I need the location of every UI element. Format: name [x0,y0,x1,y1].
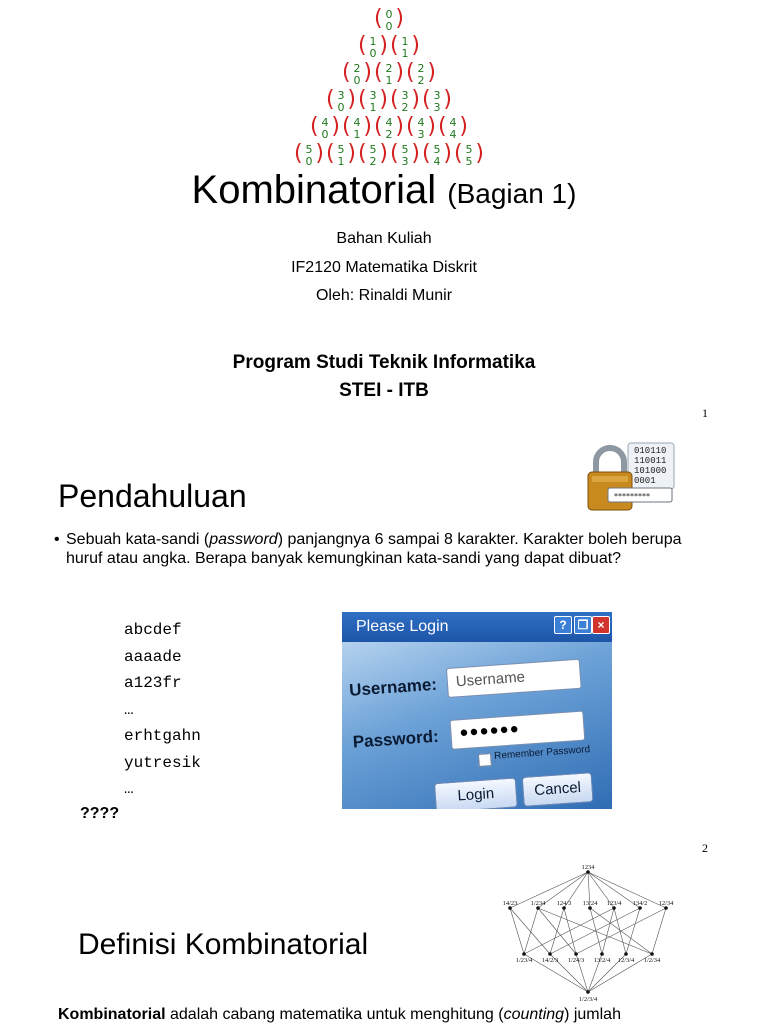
lock-bits-0: 010110 [634,446,667,456]
binomial-coefficient [294,143,324,169]
login-dialog-image [342,612,612,809]
binomial-k: 3 [401,155,409,168]
right-paren: ) [427,60,436,85]
left-paren: ( [422,141,431,166]
bullet-text-post: ) panjangnya 6 sampai 8 karakter. Karakter boleh berupa huruf atau angka. Berapa banyak kemungkinan kata-sandi yang dapat dibuat? [66,531,682,567]
binomial-k: 1 [353,128,361,141]
course-line-3: Oleh: Rinaldi Munir [315,287,453,304]
definition-post: ) jumlah [564,1006,621,1023]
example-item: a123fr [124,674,182,692]
right-paren: ) [379,87,388,112]
binomial-k: 1 [369,101,377,114]
binomial-coefficient [326,143,356,169]
right-paren: ) [347,87,356,112]
binomial-n: 2 [385,62,393,75]
binomial-n: 5 [369,143,377,156]
lock-bits-3: 0001 [634,476,656,486]
binomial-n: 5 [433,143,441,156]
binomial-k: 1 [337,155,345,168]
binomial-coefficient [390,35,420,61]
binomial-n: 5 [401,143,409,156]
left-paren: ( [406,114,415,139]
left-paren: ( [422,87,431,112]
binomial-k: 1 [385,74,393,87]
restore-icon: ❐ [574,616,592,634]
binomial-coefficient [342,62,372,88]
definition-term: Kombinatorial [58,1006,166,1023]
question-marks: ???? [80,805,120,822]
left-paren: ( [358,33,367,58]
binomial-n: 2 [353,62,361,75]
left-paren: ( [374,6,383,31]
course-line-2: IF2120 Matematika Diskrit [291,259,477,276]
binomial-n: 3 [401,89,409,102]
binomial-coefficient [406,62,436,88]
left-paren: ( [358,141,367,166]
binomial-k: 0 [321,128,329,141]
remember-label: Remember Password [493,744,591,762]
right-paren: ) [443,141,452,166]
binomial-n: 1 [401,35,409,48]
left-paren: ( [438,114,447,139]
example-item: erhtgahn [124,727,201,745]
example-item: abcdef [124,621,182,639]
page-number-2: 2 [702,841,708,855]
binomial-coefficient [310,116,340,142]
bullet-password-question [54,530,706,568]
program-name: Program Studi Teknik Informatika [232,352,536,373]
binomial-k: 2 [385,128,393,141]
bullet-text-italic: password [209,531,278,548]
lattice-label: 14/23 [502,900,518,907]
partition-lattice-diagram [498,862,680,1002]
lattice-label: 1/24/3 [567,957,585,964]
binomial-k: 0 [353,74,361,87]
binomial-n: 3 [369,89,377,102]
lattice-edges [510,872,666,992]
right-paren: ) [363,114,372,139]
right-paren: ) [395,6,404,31]
definition-text [58,1006,621,1024]
lattice-label: 14/2/3 [541,957,559,964]
left-paren: ( [310,114,319,139]
binomial-n: 5 [337,143,345,156]
binomial-n: 0 [385,8,393,21]
binomial-coefficient [406,116,436,142]
binomial-coefficient [390,143,420,169]
lattice-label: 1/2/34 [643,957,661,964]
lock-bits-2: 101000 [634,466,667,476]
lattice-label: 1/2/3/4 [578,996,598,1002]
binomial-n: 3 [337,89,345,102]
binomial-n: 4 [353,116,361,129]
right-paren: ) [379,33,388,58]
binomial-coefficient [374,62,404,88]
binomial-coefficient [374,8,404,34]
lattice-nodes [508,870,668,994]
binomial-coefficient [342,116,372,142]
left-paren: ( [294,141,303,166]
lattice-label: 13/2/4 [593,957,611,964]
binomial-coefficient [374,116,404,142]
lattice-label: 123/4 [606,900,622,907]
left-paren: ( [390,141,399,166]
binomial-k: 2 [417,74,425,87]
right-paren: ) [347,141,356,166]
right-paren: ) [411,33,420,58]
binomial-coefficient [358,35,388,61]
example-item: … [124,700,134,719]
binomial-k: 3 [417,128,425,141]
lock-icon [584,440,678,516]
binomial-n: 5 [305,143,313,156]
lock-bits-1: 110011 [634,456,667,466]
section-heading-definisi: Definisi Kombinatorial [78,928,369,961]
binomial-n: 1 [369,35,377,48]
lattice-label: 124/3 [556,900,572,907]
right-paren: ) [379,141,388,166]
password-field [450,711,586,750]
binomial-k: 0 [337,101,345,114]
username-placeholder: Username [455,668,526,691]
binomial-k: 5 [465,155,473,168]
help-icon: ? [554,616,572,634]
title-main: Kombinatorial [191,168,437,212]
cancel-button: Cancel [522,772,594,807]
definition-pre: adalah cabang matematika untuk menghitung ( [165,1006,504,1023]
right-paren: ) [363,60,372,85]
lattice-label: 12/34 [658,900,674,907]
definition-italic: counting [503,1006,565,1023]
left-paren: ( [358,87,367,112]
lattice-label: 134/2 [632,900,648,907]
binomial-k: 1 [401,47,409,60]
course-line-1: Bahan Kuliah [336,230,432,247]
example-list [124,617,201,803]
right-paren: ) [395,60,404,85]
binomial-n: 4 [417,116,425,129]
left-paren: ( [406,60,415,85]
binomial-coefficient [438,116,468,142]
slide-title [0,168,768,213]
binomial-k: 0 [385,20,393,33]
binomial-k: 2 [401,101,409,114]
binomial-coefficient [358,143,388,169]
right-paren: ) [427,114,436,139]
password-label: Password: [352,726,440,752]
lattice-label: 12/3/4 [617,957,635,964]
left-paren: ( [454,141,463,166]
binomial-coefficient [326,89,356,115]
pascal-triangle [0,0,768,170]
right-paren: ) [395,114,404,139]
login-form [342,633,612,809]
title-sub: (Bagian 1) [447,178,577,209]
lattice-label: 1/234 [530,900,546,907]
binomial-coefficient [422,89,452,115]
binomial-coefficient [454,143,484,169]
lattice-label: 1/23/4 [515,957,533,964]
left-paren: ( [390,33,399,58]
lattice-label: 13/24 [582,900,598,907]
close-icon: × [592,616,610,634]
left-paren: ( [326,87,335,112]
password-dots: ●●●●●● [458,720,521,742]
binomial-k: 0 [369,47,377,60]
login-title: Please Login [356,618,449,635]
binomial-coefficient [358,89,388,115]
binomial-n: 4 [449,116,457,129]
right-paren: ) [331,114,340,139]
binomial-k: 4 [449,128,457,141]
left-paren: ( [374,60,383,85]
school-name: STEI - ITB [339,380,429,401]
right-paren: ) [411,141,420,166]
left-paren: ( [342,114,351,139]
svg-text:*********: ********* [614,492,650,501]
binomial-n: 4 [385,116,393,129]
binomial-k: 4 [433,155,441,168]
binomial-k: 0 [305,155,313,168]
binomial-n: 4 [321,116,329,129]
example-item: aaaade [124,647,182,666]
bullet-dot: • [54,531,60,548]
binomial-coefficient [390,89,420,115]
binomial-coefficient [422,143,452,169]
lattice-label: 1234 [581,864,595,871]
page-number-1: 1 [702,406,708,420]
left-paren: ( [374,114,383,139]
right-paren: ) [411,87,420,112]
right-paren: ) [475,141,484,166]
binomial-n: 3 [433,89,441,102]
username-label: Username: [348,674,438,700]
binomial-k: 2 [369,155,377,168]
right-paren: ) [315,141,324,166]
login-button: Login [434,777,518,809]
right-paren: ) [443,87,452,112]
example-item: yutresik [124,753,201,772]
left-paren: ( [390,87,399,112]
example-item: … [124,780,134,798]
binomial-n: 2 [417,62,425,75]
left-paren: ( [326,141,335,166]
section-heading-pendahuluan: Pendahuluan [58,478,247,514]
binomial-n: 5 [465,143,473,156]
remember-checkbox [478,753,492,767]
right-paren: ) [459,114,468,139]
bullet-text-pre: Sebuah kata-sandi ( [66,531,210,548]
left-paren: ( [342,60,351,85]
binomial-k: 3 [433,101,441,114]
username-field [446,659,582,698]
